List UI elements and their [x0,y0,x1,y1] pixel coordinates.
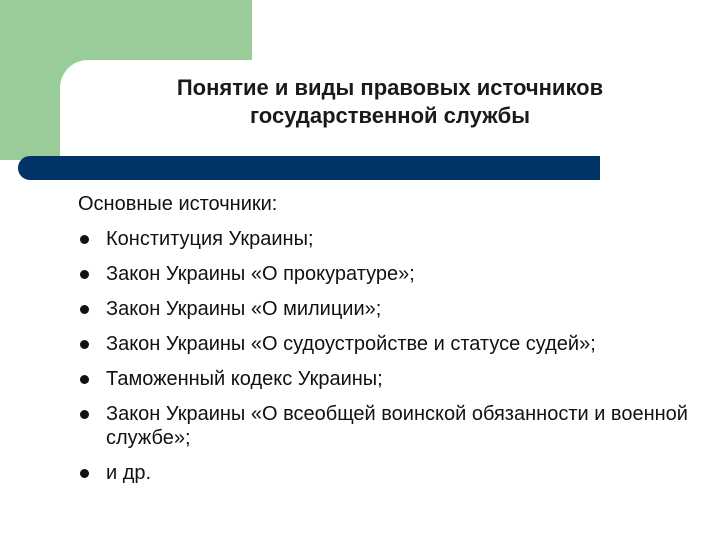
list-item-text: Закон Украины «О всеобщей воинской обязанности и военной службе»; [106,403,688,449]
list-item [78,227,698,251]
slide-body [78,192,698,496]
bullet-icon [80,340,89,349]
bullet-icon [80,305,89,314]
bullet-icon [80,410,89,419]
list-item-text: Конституция Украины; [106,228,314,250]
bullet-icon [80,270,89,279]
list-item-text: Закон Украины «О милиции»; [106,298,382,320]
slide-title-line-1: Понятие и виды правовых источников [176,75,604,100]
list-item-text: и др. [106,462,152,484]
list-item-text: Закон Украины «О прокуратуре»; [106,263,415,285]
list-item-text: Таможенный кодекс Украины; [106,368,383,390]
slide-title-line-2: государственной службы [249,103,531,128]
title-divider-bar [18,156,600,180]
list-item [78,262,698,286]
bullet-icon [80,235,89,244]
bullet-icon [80,469,89,478]
intro-text: Основные источники: [78,193,278,215]
list-item [78,297,698,321]
list-item [78,367,698,391]
bullet-icon [80,375,89,384]
sources-list [78,227,698,485]
list-item [78,332,698,356]
list-item [78,402,698,450]
slide-title [60,74,720,130]
list-item-text: Закон Украины «О судоустройстве и статусе судей»; [106,333,596,355]
list-item [78,461,698,485]
